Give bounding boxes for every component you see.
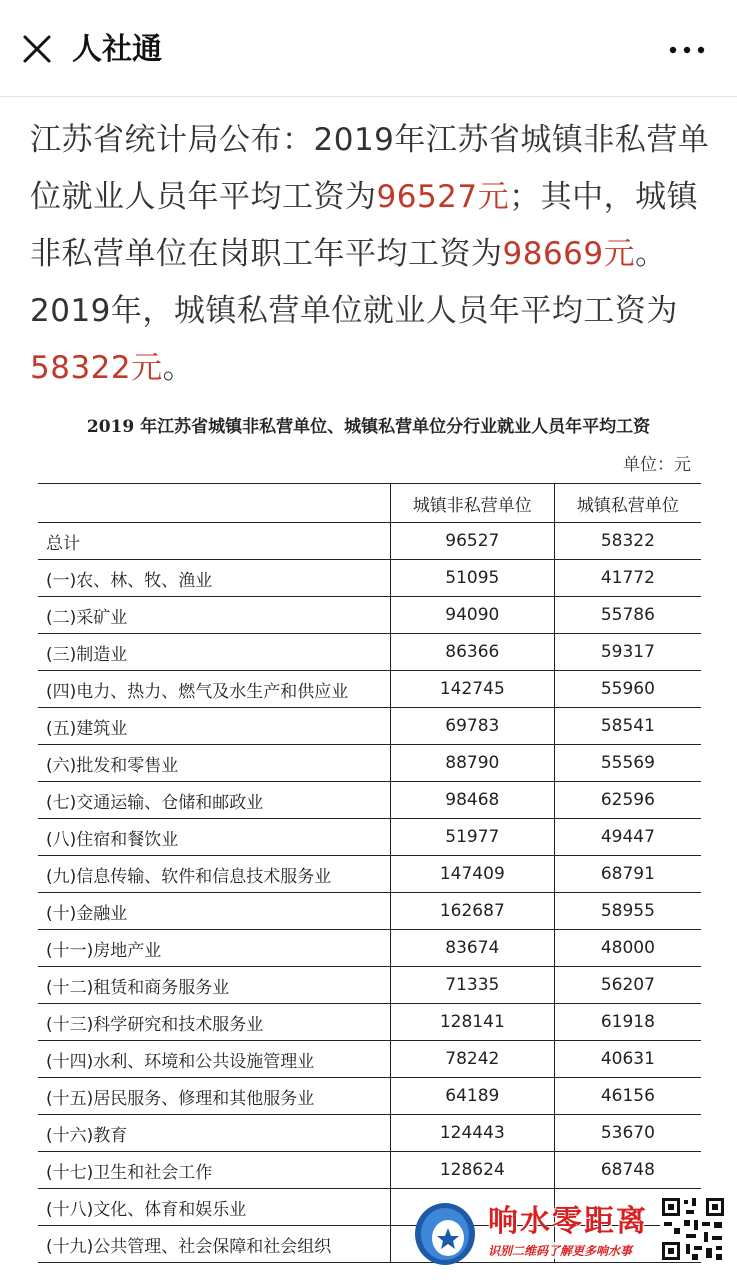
- row-non-private: 64189: [390, 1078, 554, 1115]
- row-name: (四)电力、热力、燃气及水生产和供应业: [38, 671, 390, 708]
- table-row: [38, 782, 701, 819]
- intro-text-3: 。2019年，城镇私营单位就业人员年平均工资为: [30, 236, 678, 329]
- row-name: (六)批发和零售业: [38, 745, 390, 782]
- row-name: (十五)居民服务、修理和其他服务业: [38, 1078, 390, 1115]
- row-private: 46156: [554, 1078, 701, 1115]
- qr-code-icon[interactable]: [660, 1196, 726, 1262]
- table-row: [38, 1041, 701, 1078]
- row-private: 58955: [554, 893, 701, 930]
- table-row: [38, 856, 701, 893]
- row-name: (十六)教育: [38, 1115, 390, 1152]
- article-intro: [30, 112, 720, 397]
- row-non-private: 94090: [390, 597, 554, 634]
- close-icon: [20, 32, 54, 66]
- wage-table: [38, 483, 701, 1263]
- row-private: 41772: [554, 560, 701, 597]
- row-name: (十二)租赁和商务服务业: [38, 967, 390, 1004]
- row-non-private: 142745: [390, 671, 554, 708]
- table-unit: 单位：元: [623, 455, 691, 475]
- watermark-brand: 响水零距离: [488, 1204, 648, 1239]
- table-row: [38, 560, 701, 597]
- table-row: [38, 523, 701, 560]
- row-private: 59317: [554, 634, 701, 671]
- table-header-row: [38, 484, 701, 523]
- row-name: (九)信息传输、软件和信息技术服务业: [38, 856, 390, 893]
- row-non-private: 96527: [390, 523, 554, 560]
- row-non-private: 147409: [390, 856, 554, 893]
- row-non-private: 88790: [390, 745, 554, 782]
- row-name: (十四)水利、环境和公共设施管理业: [38, 1041, 390, 1078]
- row-private: 68791: [554, 856, 701, 893]
- row-non-private: 98468: [390, 782, 554, 819]
- page-title: 人社通: [72, 32, 162, 67]
- intro-text-4: 。: [162, 350, 195, 386]
- row-name: (七)交通运输、仓储和邮政业: [38, 782, 390, 819]
- top-bar: [0, 0, 737, 97]
- table-row: [38, 930, 701, 967]
- row-non-private: 51095: [390, 560, 554, 597]
- table-row: [38, 708, 701, 745]
- table-row: [38, 1004, 701, 1041]
- row-non-private: 78242: [390, 1041, 554, 1078]
- row-non-private: 162687: [390, 893, 554, 930]
- table-row: [38, 967, 701, 1004]
- table-row: [38, 1115, 701, 1152]
- row-non-private: 83674: [390, 930, 554, 967]
- header-blank: [38, 484, 390, 523]
- intro-value-1: 96527元: [376, 179, 510, 215]
- table-row: [38, 893, 701, 930]
- table-title: 2019 年江苏省城镇非私营单位、城镇私营单位分行业就业人员年平均工资: [86, 417, 651, 437]
- row-private: 55960: [554, 671, 701, 708]
- row-private: 40631: [554, 1041, 701, 1078]
- row-non-private: 128141: [390, 1004, 554, 1041]
- row-private: 49447: [554, 819, 701, 856]
- row-name: (十)金融业: [38, 893, 390, 930]
- row-private: 58322: [554, 523, 701, 560]
- row-private: 62596: [554, 782, 701, 819]
- close-button[interactable]: [20, 32, 54, 66]
- row-name: (八)住宿和餐饮业: [38, 819, 390, 856]
- row-name: (十三)科学研究和技术服务业: [38, 1004, 390, 1041]
- watermark: [410, 1196, 730, 1274]
- table-row: [38, 597, 701, 634]
- row-private: 56207: [554, 967, 701, 1004]
- row-name: (五)建筑业: [38, 708, 390, 745]
- row-non-private: 71335: [390, 967, 554, 1004]
- row-private: 53670: [554, 1115, 701, 1152]
- row-non-private: 51977: [390, 819, 554, 856]
- more-button[interactable]: [667, 38, 707, 62]
- table-row: [38, 819, 701, 856]
- row-private: 58541: [554, 708, 701, 745]
- row-name: 总计: [38, 523, 390, 560]
- more-dots-icon: [667, 38, 707, 62]
- header-non-private: 城镇非私营单位: [390, 484, 554, 523]
- intro-value-3: 58322元: [30, 350, 163, 386]
- watermark-subtitle: 识别二维码了解更多响水事: [488, 1244, 633, 1258]
- row-private: 55569: [554, 745, 701, 782]
- row-private: 61918: [554, 1004, 701, 1041]
- row-name: (十八)文化、体育和娱乐业: [38, 1189, 390, 1226]
- row-non-private: 86366: [390, 634, 554, 671]
- intro-text-2: ；其中，城镇非私营单位在岗职工年平均工资为: [30, 179, 699, 272]
- header-private: 城镇私营单位: [554, 484, 701, 523]
- intro-value-2: 98669元: [502, 236, 636, 272]
- table-row: [38, 671, 701, 708]
- table-row: [38, 745, 701, 782]
- row-non-private: 69783: [390, 708, 554, 745]
- table-row: [38, 634, 701, 671]
- row-name: (十七)卫生和社会工作: [38, 1152, 390, 1189]
- row-private: 48000: [554, 930, 701, 967]
- row-name: (十九)公共管理、社会保障和社会组织: [38, 1226, 390, 1263]
- row-private: 68748: [554, 1152, 701, 1189]
- intro-text-1: 江苏省统计局公布：2019年江苏省城镇非私营单位就业人员年平均工资为: [30, 122, 710, 215]
- row-name: (一)农、林、牧、渔业: [38, 560, 390, 597]
- row-name: (十一)房地产业: [38, 930, 390, 967]
- row-private: 55786: [554, 597, 701, 634]
- table-row: [38, 1078, 701, 1115]
- row-name: (二)采矿业: [38, 597, 390, 634]
- brand-logo-icon: [410, 1198, 480, 1268]
- row-non-private: 124443: [390, 1115, 554, 1152]
- row-non-private: 128624: [390, 1152, 554, 1189]
- row-name: (三)制造业: [38, 634, 390, 671]
- table-row: [38, 1152, 701, 1189]
